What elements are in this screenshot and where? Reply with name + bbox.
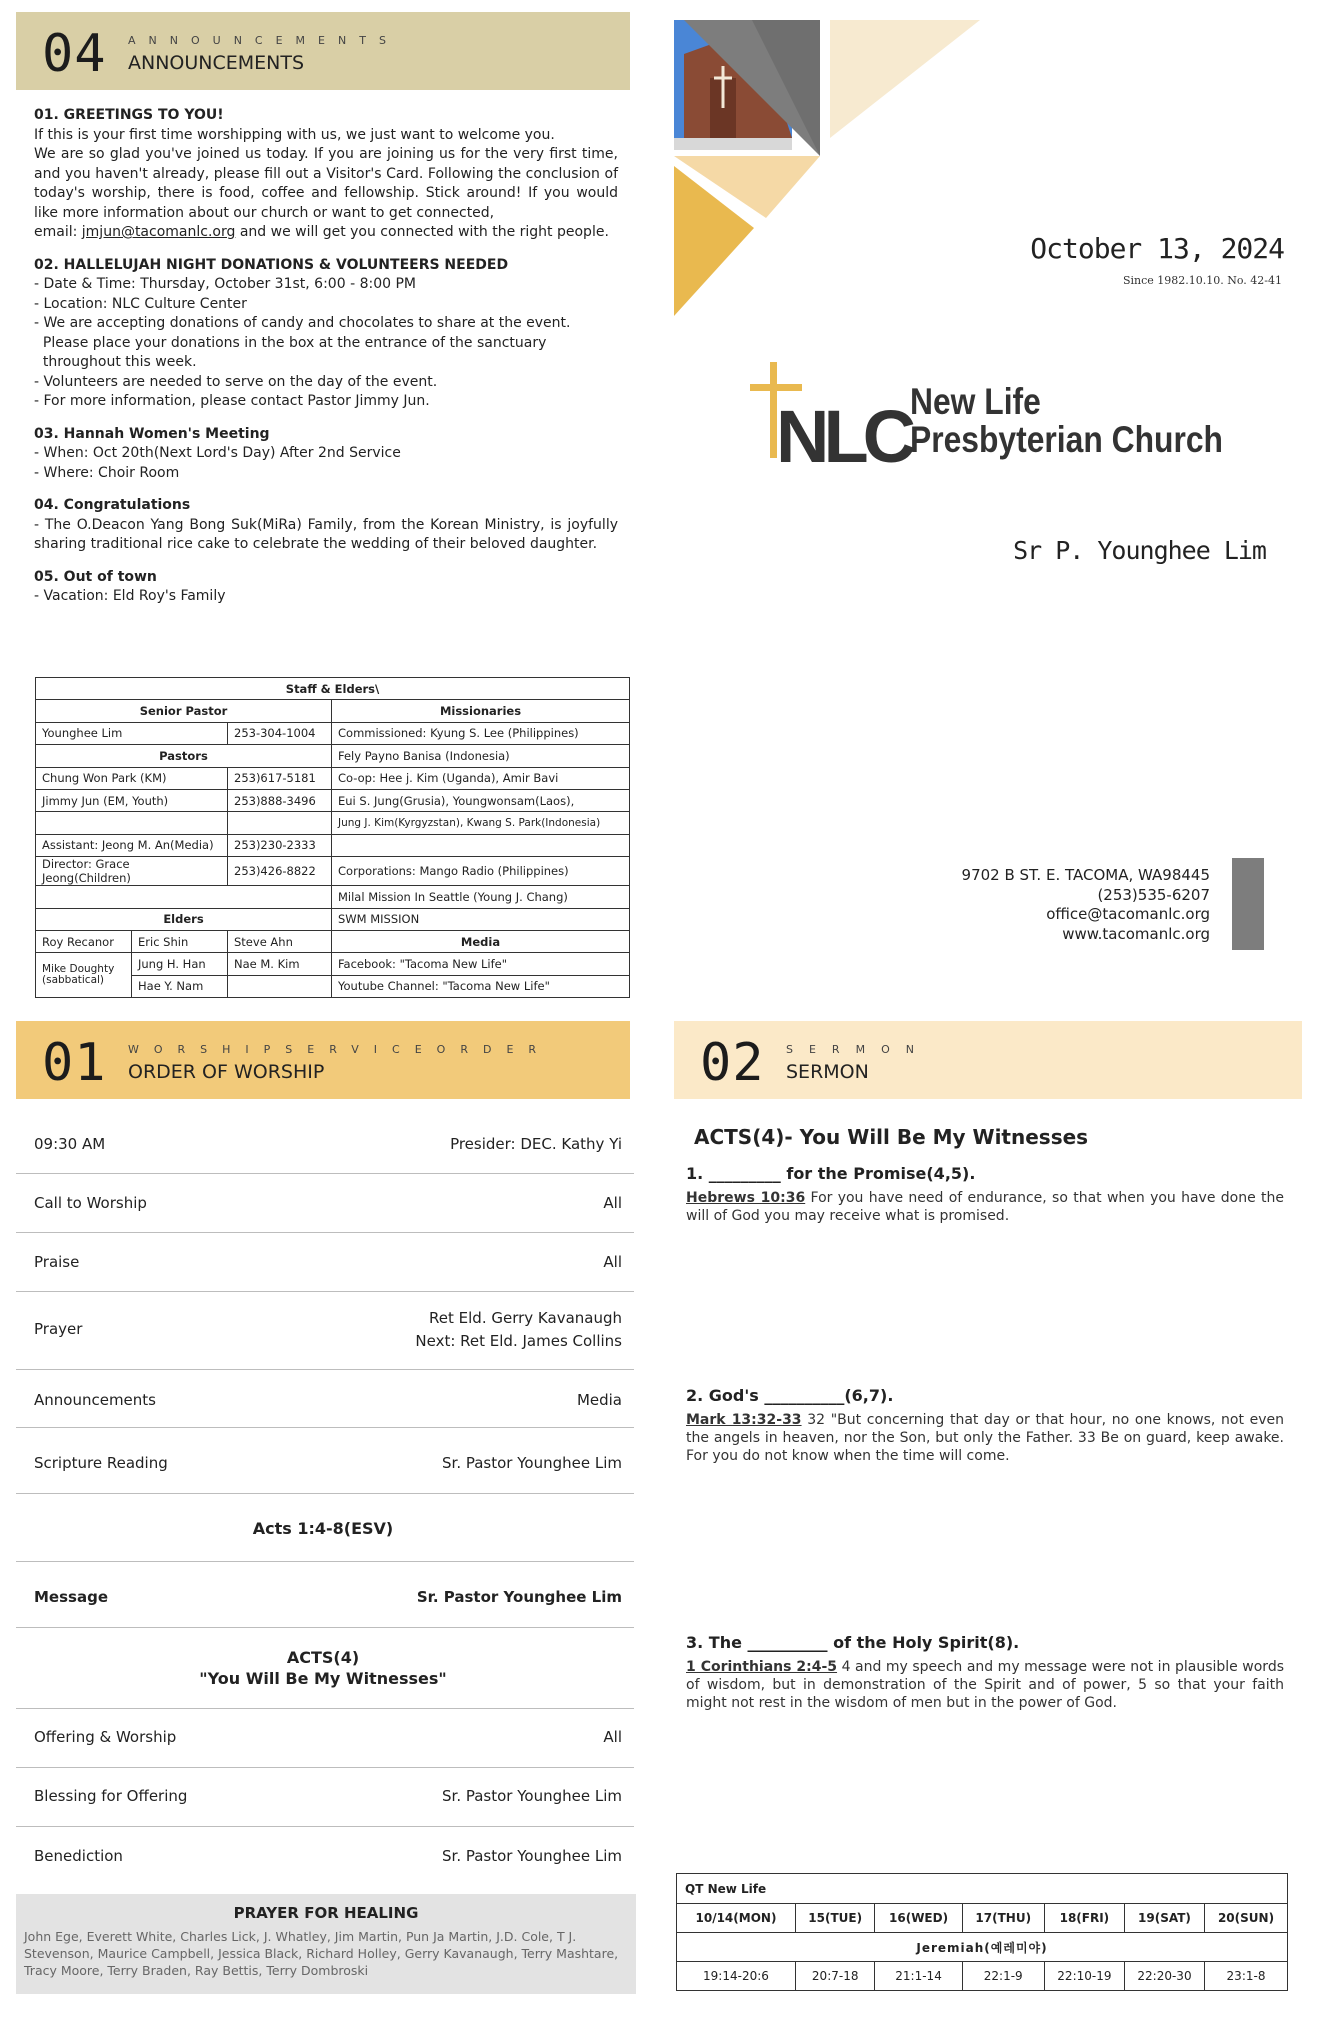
section-spaced-label: WORSHIPSERVICEORDER	[128, 1043, 552, 1056]
address: 9702 B ST. E. TACOMA, WA98445	[961, 866, 1210, 884]
divider	[16, 1232, 634, 1233]
qt-day: 17(THU)	[962, 1904, 1044, 1933]
cover-graphic	[670, 18, 1320, 358]
presider: Presider: DEC. Kathy Yi	[450, 1135, 622, 1153]
worship-item-label: Benediction	[34, 1847, 123, 1865]
missionary: Corporations: Mango Radio (Philippines)	[332, 857, 630, 886]
elder: Jung H. Han	[132, 953, 228, 975]
website[interactable]: www.tacomanlc.org	[1062, 924, 1210, 943]
elder	[228, 975, 332, 997]
worship-item-label: Praise	[34, 1253, 80, 1271]
worship-item-label: Announcements	[34, 1391, 156, 1409]
worship-item-label: Blessing for Offering	[34, 1787, 188, 1805]
message-series: ACTS(4)	[286, 1648, 360, 1667]
email[interactable]: office@tacomanlc.org	[1046, 905, 1210, 923]
qt-reading: 22:20-30	[1124, 1962, 1204, 1991]
announcement-line: - Vacation: Eld Roy's Family	[34, 588, 226, 604]
qt-reading: 22:10-19	[1044, 1962, 1124, 1991]
worship-item-leader: All	[603, 1728, 622, 1746]
sermon-panel	[674, 1021, 1302, 1861]
announcement-line: - Date & Time: Thursday, October 31st, 6:00 - 8:00 PM	[34, 276, 416, 292]
qt-day: 18(FRI)	[1044, 1904, 1124, 1933]
staff-name	[36, 812, 228, 834]
divider	[16, 1627, 634, 1628]
announcements-panel	[16, 12, 630, 620]
worship-item-label: Call to Worship	[34, 1194, 147, 1212]
missionary: Fely Payno Banisa (Indonesia)	[332, 745, 630, 767]
qt-table	[676, 1873, 1288, 1991]
announcement-line: - We are accepting donations of candy and chocolates to share at the event.	[34, 315, 571, 331]
staff-name: Younghee Lim	[36, 722, 228, 744]
verse-text: 4 and my speech and my message were not in plausible words of wisdom, but in demonstration of the Spirit and of power, 5 so that your faith might not rest in the wisdom of men but in the power of God.	[686, 1659, 1284, 1711]
email-suffix: and we will get you connected with the right people.	[235, 224, 609, 240]
church-name-line-2: Presbyterian Church	[910, 419, 1223, 460]
media-item: Facebook: "Tacoma New Life"	[332, 953, 630, 975]
verse-reference: Hebrews 10:36	[686, 1190, 806, 1206]
staff-table	[35, 677, 630, 998]
sermon-point-text: 2. God's __________(6,7).	[686, 1386, 894, 1405]
church-contact	[962, 866, 1210, 944]
worship-header	[16, 1021, 630, 1099]
qt-day: 19(SAT)	[1124, 1904, 1204, 1933]
scripture-reference: Acts 1:4-8(ESV)	[252, 1519, 394, 1538]
section-number: 01	[42, 1033, 107, 1093]
message-title	[16, 1647, 630, 1689]
grey-accent-bar	[1232, 858, 1264, 950]
announcement-line: - Where: Choir Room	[34, 464, 180, 481]
announcement-title: 04. Congratulations	[34, 497, 191, 513]
church-name-line-1: New Life	[910, 381, 1041, 422]
worship-item-leader: Sr. Pastor Younghee Lim	[442, 1454, 622, 1472]
logo-text: NLC	[776, 395, 911, 478]
empty-cell	[36, 886, 332, 908]
sermon-verse	[686, 1658, 1284, 1712]
worship-item-leader: Sr. Pastor Younghee Lim	[416, 1588, 622, 1606]
section-spaced-label: SERMON	[786, 1043, 930, 1056]
qt-reading: 21:1-14	[875, 1962, 962, 1991]
message-subtitle: "You Will Be My Witnesses"	[199, 1669, 447, 1688]
missionary	[332, 834, 630, 856]
cream-triangle	[830, 20, 980, 138]
announcement-line: - For more information, please contact Pastor Jimmy Jun.	[34, 393, 430, 409]
announcement-line: - Location: NLC Culture Center	[34, 295, 247, 312]
section-spaced-label: ANNOUNCEMENTS	[128, 34, 399, 47]
qt-reading: 22:1-9	[962, 1962, 1044, 1991]
section-number: 04	[42, 24, 107, 84]
divider	[16, 1291, 634, 1292]
worship-item-label: Scripture Reading	[34, 1454, 168, 1472]
worship-item-leader: Ret Eld. Gerry Kavanaugh	[429, 1309, 622, 1327]
missionary: Eui S. Jung(Grusia), Youngwonsam(Laos),	[332, 789, 630, 811]
church-name	[910, 383, 1223, 459]
sermon-header	[674, 1021, 1302, 1099]
staff-phone: 253)230-2333	[228, 834, 332, 856]
qt-reading: 19:14-20:6	[677, 1962, 796, 1991]
senior-pastor-header: Senior Pastor	[36, 700, 332, 722]
section-title: ORDER OF WORSHIP	[128, 1061, 325, 1083]
worship-item-leader: Sr. Pastor Younghee Lim	[442, 1847, 622, 1865]
staff-phone: 253)888-3496	[228, 789, 332, 811]
announcement-line: If this is your first time worshipping with us, we just want to welcome you.	[34, 126, 555, 143]
qt-reading: 23:1-8	[1205, 1962, 1288, 1991]
staff-name: Chung Won Park (KM)	[36, 767, 228, 789]
worship-item-label: Offering & Worship	[34, 1728, 177, 1746]
staff-name: Assistant: Jeong M. An(Media)	[36, 834, 228, 856]
announcements-body	[16, 90, 630, 607]
staff-name: Jimmy Jun (EM, Youth)	[36, 789, 228, 811]
announcement-line: throughout this week.	[34, 354, 197, 370]
divider	[16, 1369, 634, 1370]
worship-item-leader: All	[603, 1253, 622, 1271]
qt-day: 15(TUE)	[795, 1904, 875, 1933]
sermon-point	[686, 1633, 1284, 1712]
qt-day: 20(SUN)	[1205, 1904, 1288, 1933]
staff-table-title: Staff & Elders\	[36, 678, 630, 700]
prayer-title: PRAYER FOR HEALING	[233, 1904, 419, 1922]
qt-title: QT New Life	[677, 1874, 1288, 1904]
sermon-verse	[686, 1189, 1284, 1225]
prayer-names: John Ege, Everett White, Charles Lick, J. Whatley, Jim Martin, Pun Ja Martin, J.D. Cole, T J. Stevenson, Maurice Campbell, Jessica Black, Richard Holley, Gerry Kavanaugh, Terry Mashtare, Tracy Moore, Terry Braden, Ray Bettis, Terry Dombroski	[24, 1929, 619, 1978]
announcement-line: - When: Oct 20th(Next Lord's Day) After 2nd Service	[34, 445, 401, 461]
media-header: Media	[332, 930, 630, 952]
missionary: Co-op: Hee j. Kim (Uganda), Amir Bavi	[332, 767, 630, 789]
missionary: Commissioned: Kyung S. Lee (Philippines)	[332, 722, 630, 744]
divider	[16, 1173, 634, 1174]
announcement-line: - Volunteers are needed to serve on the day of the event.	[34, 373, 438, 390]
announcement-item	[34, 106, 618, 243]
verse-reference: 1 Corinthians 2:4-5	[686, 1659, 838, 1675]
announcement-title: 03. Hannah Women's Meeting	[34, 425, 270, 442]
announcement-item	[34, 425, 618, 484]
worship-panel	[16, 1021, 630, 1881]
phone: (253)535-6207	[1097, 885, 1210, 904]
senior-pastor-name: Sr P. Younghee Lim	[1013, 536, 1266, 565]
divider	[16, 1427, 634, 1428]
worship-item-leader: All	[603, 1194, 622, 1212]
worship-time: 09:30 AM	[34, 1135, 106, 1153]
missionary: SWM MISSION	[332, 908, 630, 930]
staff-phone: 253-304-1004	[228, 722, 332, 744]
elder: Hae Y. Nam	[132, 975, 228, 997]
sermon-point-text: 3. The __________ of the Holy Spirit(8).	[686, 1633, 1020, 1652]
worship-item-label: Prayer	[34, 1320, 83, 1338]
sermon-verse	[686, 1411, 1284, 1465]
verse-text: 32 "But concerning that day or that hour, no one knows, not even the angels in heaven, nor the Son, but only the Father. 33 Be on guard, keep awake. For you do not know when the time will come.	[686, 1412, 1285, 1464]
verse-reference: Mark 13:32-33	[686, 1412, 802, 1428]
missionary: Jung J. Kim(Kyrgyzstan), Kwang S. Park(Indonesia)	[332, 812, 630, 834]
staff-phone: 253)426-8822	[228, 857, 332, 886]
worship-item-leader: Sr. Pastor Younghee Lim	[442, 1787, 622, 1805]
elder: Mike Doughty (sabbatical)	[36, 953, 132, 998]
announcement-line: Please place your donations in the box at the entrance of the sanctuary	[34, 334, 547, 351]
announcement-title: 01. GREETINGS TO YOU!	[34, 107, 224, 123]
elder: Roy Recanor	[36, 930, 132, 952]
worship-item-leader: Media	[576, 1391, 622, 1409]
since-label: Since 1982.10.10. No. 42-41	[1122, 274, 1282, 287]
announcement-line: - The O.Deacon Yang Bong Suk(MiRa) Family, from the Korean Ministry, is joyfully sharing traditional rice cake to celebrate the wedding of their beloved daughter.	[34, 516, 618, 552]
qt-book: Jeremiah(예레미야)	[677, 1933, 1288, 1962]
divider	[16, 1561, 634, 1562]
worship-item-next-leader: Next: Ret Eld. James Collins	[415, 1332, 622, 1350]
staff-name: Director: Grace Jeong(Children)	[36, 857, 228, 886]
prayer-for-healing	[16, 1894, 636, 1994]
announcement-title: 05. Out of town	[34, 568, 157, 585]
section-number: 02	[700, 1033, 765, 1093]
elder: Nae M. Kim	[228, 953, 332, 975]
elders-header: Elders	[36, 908, 332, 930]
divider	[16, 1493, 634, 1494]
qt-day: 10/14(MON)	[677, 1904, 796, 1933]
announcement-item	[34, 568, 618, 607]
announcement-title: 02. HALLELUJAH NIGHT DONATIONS & VOLUNTEERS NEEDED	[34, 256, 509, 273]
divider	[16, 1708, 634, 1709]
announcement-item	[34, 256, 618, 412]
divider	[16, 1826, 634, 1827]
sermon-heading: ACTS(4)- You Will Be My Witnesses	[694, 1125, 1089, 1149]
missionaries-header: Missionaries	[332, 700, 630, 722]
sermon-point	[686, 1386, 1284, 1465]
qt-reading: 20:7-18	[795, 1962, 875, 1991]
bulletin-date: October 13, 2024	[1030, 232, 1284, 265]
email-prefix: email:	[34, 224, 82, 240]
email-link[interactable]: jmjun@tacomanlc.org	[81, 224, 236, 240]
staff-phone	[228, 812, 332, 834]
divider	[16, 1767, 634, 1768]
verse-text: For you have need of endurance, so that when you have done the will of God you may receive what is promised.	[686, 1190, 1284, 1224]
media-item: Youtube Channel: "Tacoma New Life"	[332, 975, 630, 997]
sermon-point	[686, 1164, 1284, 1225]
section-title: SERMON	[786, 1061, 869, 1083]
elder: Eric Shin	[132, 930, 228, 952]
announcement-line: We are so glad you've joined us today. If you are joining us for the very first time, and you haven't already, please fill out a Visitor's Card. Following the conclusion of today's worship, there is food, coffee and fellowship. Stick around! If you would like more information about our church or want to get connected,	[34, 146, 618, 221]
sermon-point-text: 1. _________ for the Promise(4,5).	[686, 1164, 976, 1183]
announcement-email-line	[34, 223, 618, 243]
announcements-header	[16, 12, 630, 90]
worship-item-label: Message	[34, 1588, 108, 1606]
staff-phone: 253)617-5181	[228, 767, 332, 789]
section-title: ANNOUNCEMENTS	[128, 52, 305, 74]
announcement-item	[34, 496, 618, 555]
pastors-header: Pastors	[36, 745, 332, 767]
cover-panel	[670, 18, 1320, 968]
elder: Steve Ahn	[228, 930, 332, 952]
missionary: Milal Mission In Seattle (Young J. Chang)	[332, 886, 630, 908]
qt-day: 16(WED)	[875, 1904, 962, 1933]
